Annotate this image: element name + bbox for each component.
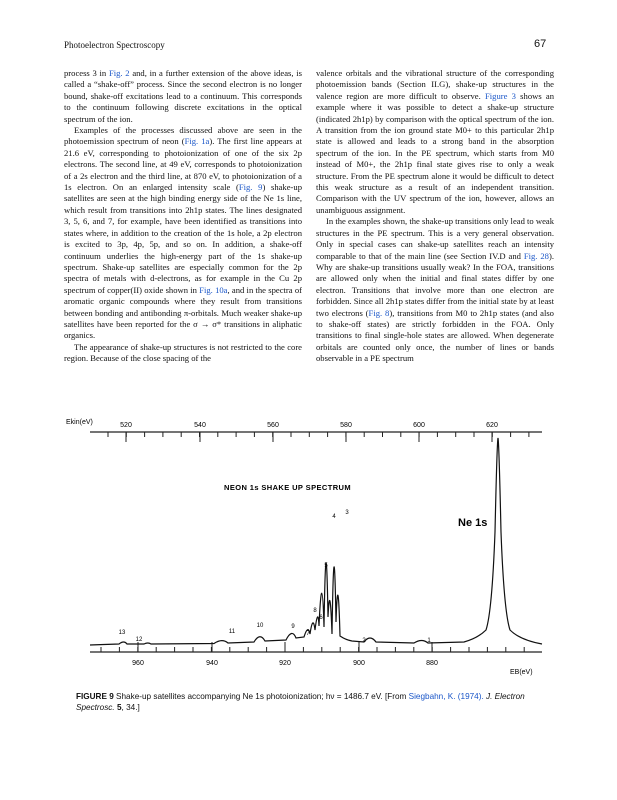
bottom-tick-label: 920: [279, 660, 291, 667]
running-title: Photoelectron Spectroscopy: [64, 40, 165, 50]
bottom-tick-label: 960: [132, 660, 144, 667]
peak-label-7: 7: [306, 631, 310, 637]
link-fig1a[interactable]: Fig. 1a: [184, 136, 210, 147]
peak-label-10: 10: [256, 623, 264, 629]
left-column: [64, 68, 302, 365]
peak-label-6: 6: [319, 615, 323, 621]
peak-label-13: 13: [118, 630, 126, 636]
peak-label-12: 12: [135, 637, 143, 643]
main-peak-label: Ne 1s: [458, 517, 488, 529]
figure-caption: [76, 691, 546, 713]
top-tick-label: 580: [340, 422, 352, 429]
bottom-tick-label: 900: [353, 660, 365, 667]
top-tick-label: 600: [413, 422, 425, 429]
caption-label: FIGURE 9: [76, 692, 114, 701]
caption-volume: 5: [116, 703, 122, 712]
bottom-tick-label: 880: [426, 660, 438, 667]
link-fig8[interactable]: Fig. 8: [368, 307, 390, 318]
peak-label-3: 3: [345, 510, 349, 516]
bottom-tick-label: 940: [206, 660, 218, 667]
peak-label-5: 5: [324, 563, 328, 569]
link-fig9[interactable]: Fig. 9: [238, 182, 263, 193]
caption-citation-link[interactable]: Siegbahn, K. (1974).: [408, 692, 484, 701]
top-tick-label: 620: [486, 422, 498, 429]
bottom-axis-ticks: [101, 642, 524, 667]
peak-label-4: 4: [332, 514, 336, 520]
bottom-axis-label: EB(eV): [510, 669, 533, 676]
peak-label-9: 9: [291, 624, 295, 630]
link-figure3[interactable]: Figure 3: [484, 90, 516, 101]
right-column: [316, 68, 554, 365]
top-tick-label: 540: [194, 422, 206, 429]
caption-pages: , 34.]: [121, 703, 140, 712]
peak-labels: [119, 510, 432, 644]
neon-shakeup-figure: [64, 412, 554, 684]
peak-label-1: 1: [427, 638, 431, 644]
right-paragraph-1: valence orbitals and the vibrational structure of the corresponding photoemission bands (Section II.G), shake-up structures in the valence region are more difficult to observe. Figure 3 shows an example where it was possible to detect a shake-up structure (indicated 2h1p) by comparison with the optical spectrum of the ion. A transition from the ion ground state M0+ to this particular 2h1p state is allowed and leads to a strong band in the absorption spectrum of the ion. In the PE spectrum, which starts from M0 instead of M0+, the 2h1p final state gives rise to only a weak structure. From the PE spectrum alone it would be difficult to detect this weak structure as a result of an independent transition. Comparison with the UV spectrum of the ion, however, allows an unambiguous assignment.: [316, 68, 554, 215]
peak-label-8: 8: [313, 608, 317, 614]
right-paragraph-2: In the examples shown, the shake-up transitions only lead to weak structures in the PE spectrum. This is a very general observation. Only in special cases can shake-up satellites reach an intensity comparable to that of the main line (see Section IV.D and Fig. 28). Why are shake-up transitions usually weak? In the FOA, transitions are allowed only when the initial and final states differ by one electron. Transitions that involve more than one electron are forbidden. Since all 2h1p states differ from the initial state by at least two electrons (Fig. 8), transitions from M0 to 2h1p states (and also to shake-off states) are strictly forbidden in the FOA. Only transitions to final single-hole states are allowed. When degenerate orbitals are counted only once, the number of lines or bands observable in a PE spectrum: [316, 216, 554, 364]
page-number: 67: [534, 38, 547, 50]
link-fig2[interactable]: Fig. 2: [108, 68, 130, 78]
figure-title: NEON 1s SHAKE UP SPECTRUM: [224, 483, 351, 492]
left-paragraph-3: The appearance of shake-up structures is not restricted to the core region. Because of the close spacing of the: [64, 341, 302, 364]
top-tick-label: 520: [120, 422, 132, 429]
link-fig10a[interactable]: Fig. 10a: [199, 284, 228, 295]
link-fig28[interactable]: Fig. 28: [523, 250, 549, 261]
left-paragraph-1: process 3 in Fig. 2 and, in a further extension of the above ideas, is called a “shake-off” process. Since the second electron is no longer bound, shake-off excitations lead to a continuum. This corresponds to the continuum following discrete excitations in the optical spectrum of the ion.: [64, 68, 302, 124]
top-axis-label: Ekin(eV): [66, 419, 93, 426]
top-tick-label: 560: [267, 422, 279, 429]
caption-journal: J. Electron Spectrosc.: [76, 692, 525, 712]
peak-label-11: 11: [228, 629, 236, 635]
caption-text: Shake-up satellites accompanying Ne 1s photoionization; hν = 1486.7 eV. [From: [116, 692, 409, 701]
left-paragraph-2: Examples of the processes discussed above are seen in the photoemission spectrum of neon (Fig. 1a). The first line appears at 21.6 eV, corresponding to photoionization of one of the six 2p electrons. The second line, at 49 eV, corresponds to photoionization of a 2s electron and the third line, at 870 eV, to photoionization of a 1s electron. On an enlarged intensity scale (Fig. 9) shake-up satellites are seen at the high binding energy side of the Ne 1s line, which result from transitions into 2h1p states. The lines designated 3, 5, 6, and 7, for example, have been identified as transitions into states where, in addition to the creation of the 1s hole, a 2p electron is excited to 3p, 4p, 5p, and so on. In addition, a shake-off continuum underlies the high-energy part of the 1s shake-up spectrum. Shake-up satellites are especially common for the 2p spectra of metals with d-electrons, as for example in the Cu 2p spectrum of copper(II) oxide shown in Fig. 10a, and in the spectra of aromatic organic compounds where they result from transitions between bonding and antibonding π-orbitals. Much weaker shake-up satellites have been reported for the σ → σ* transitions in aliphatic organics.: [64, 125, 303, 341]
peak-label-2: 2: [362, 638, 366, 644]
